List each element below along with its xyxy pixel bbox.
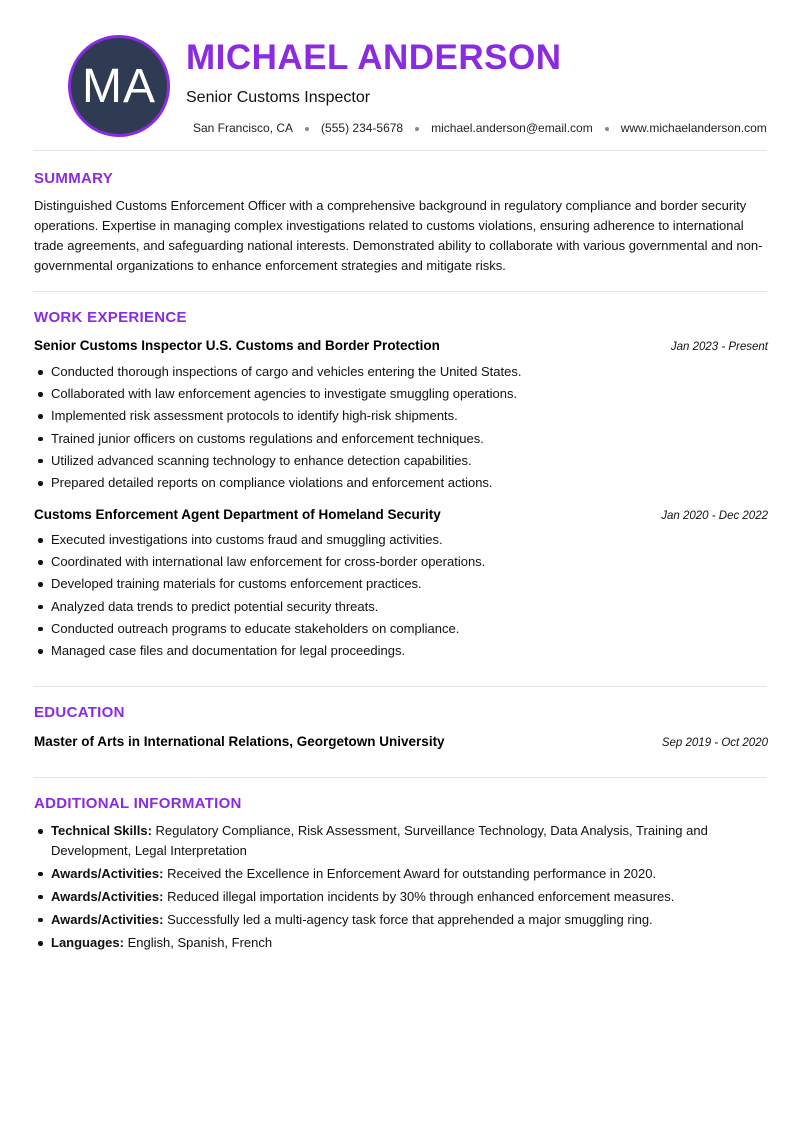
education-degree: Master of Arts in International Relations, Georgetown University <box>34 734 445 749</box>
list-item <box>51 910 751 930</box>
info-label: Languages: <box>51 935 124 950</box>
candidate-title: Senior Customs Inspector <box>186 89 371 106</box>
job-role: Senior Customs Inspector U.S. Customs and Border Protection <box>34 338 440 353</box>
divider <box>33 150 767 151</box>
job-role: Customs Enforcement Agent Department of Homeland Security <box>34 507 441 522</box>
info-label: Awards/Activities: <box>51 888 164 904</box>
candidate-name: MICHAEL ANDERSON <box>186 38 562 77</box>
list-item: Developed training materials for customs enforcement practices. <box>51 573 751 595</box>
job-bullets <box>51 361 751 494</box>
contact-line <box>193 121 767 135</box>
list-item <box>51 864 751 884</box>
list-item: Executed investigations into customs fraud and smuggling activities. <box>51 529 751 551</box>
info-label: Technical Skills: <box>51 823 152 838</box>
list-item <box>51 887 751 907</box>
job-header <box>34 338 768 353</box>
section-heading-experience: WORK EXPERIENCE <box>34 309 187 326</box>
list-item: Collaborated with law enforcement agencies to investigate smuggling operations. <box>51 383 751 405</box>
section-heading-summary: SUMMARY <box>34 170 114 187</box>
list-item: Coordinated with international law enforcement for cross-border operations. <box>51 551 751 573</box>
separator-dot-icon <box>605 127 609 131</box>
list-item: Prepared detailed reports on compliance violations and enforcement actions. <box>51 472 751 494</box>
contact-website: www.michaelanderson.com <box>620 121 767 135</box>
education-entry <box>34 734 768 749</box>
job-date: Jan 2020 - Dec 2022 <box>661 510 768 522</box>
separator-dot-icon <box>415 127 419 131</box>
additional-info-list <box>51 821 751 956</box>
divider <box>33 777 767 778</box>
list-item <box>51 933 751 953</box>
info-text: English, Spanish, French <box>123 935 273 950</box>
divider <box>33 686 767 687</box>
list-item: Conducted thorough inspections of cargo and vehicles entering the United States. <box>51 361 751 383</box>
contact-phone: (555) 234-5678 <box>321 121 404 135</box>
resume-header <box>33 0 767 150</box>
info-text: Reduced illegal importation incidents by 30% through enhanced enforcement measures. <box>163 888 675 904</box>
education-date: Sep 2019 - Oct 2020 <box>661 737 768 749</box>
job-header <box>34 507 768 522</box>
info-label: Awards/Activities: <box>51 911 164 927</box>
list-item: Managed case files and documentation for legal proceedings. <box>51 640 751 662</box>
list-item <box>51 821 751 860</box>
contact-email: michael.anderson@email.com <box>431 121 593 135</box>
section-heading-education: EDUCATION <box>34 704 125 721</box>
list-item: Conducted outreach programs to educate stakeholders on compliance. <box>51 618 751 640</box>
info-text: Received the Excellence in Enforcement Award for outstanding performance in 2020. <box>163 865 657 881</box>
job-date: Jan 2023 - Present <box>670 341 768 353</box>
separator-dot-icon <box>305 127 309 131</box>
list-item: Utilized advanced scanning technology to enhance detection capabilities. <box>51 450 751 472</box>
list-item: Trained junior officers on customs regulations and enforcement techniques. <box>51 428 751 450</box>
avatar: MA <box>68 35 170 137</box>
info-text: Regulatory Compliance, Risk Assessment, Surveillance Technology, Data Analysis, Training and Development, Legal Interpretation <box>51 823 708 858</box>
divider <box>33 291 767 292</box>
info-label: Awards/Activities: <box>51 865 164 881</box>
contact-location: San Francisco, CA <box>193 121 294 135</box>
job-bullets <box>51 529 751 662</box>
info-text: Successfully led a multi-agency task force that apprehended a major smuggling ring. <box>163 911 653 927</box>
section-heading-additional: ADDITIONAL INFORMATION <box>34 795 242 812</box>
list-item: Analyzed data trends to predict potential security threats. <box>51 596 751 618</box>
summary-text: Distinguished Customs Enforcement Officer with a comprehensive background in regulatory compliance and border security operations. Expertise in managing complex investigations related to customs violations, ensuring adherence to international trade agreements, and safeguarding national interests. Demonstrated ability to collaborate with various governmental and non-governmental organizations to enhance enforcement strategies and mitigate risks. <box>34 198 763 273</box>
list-item: Implemented risk assessment protocols to identify high-risk shipments. <box>51 405 751 427</box>
